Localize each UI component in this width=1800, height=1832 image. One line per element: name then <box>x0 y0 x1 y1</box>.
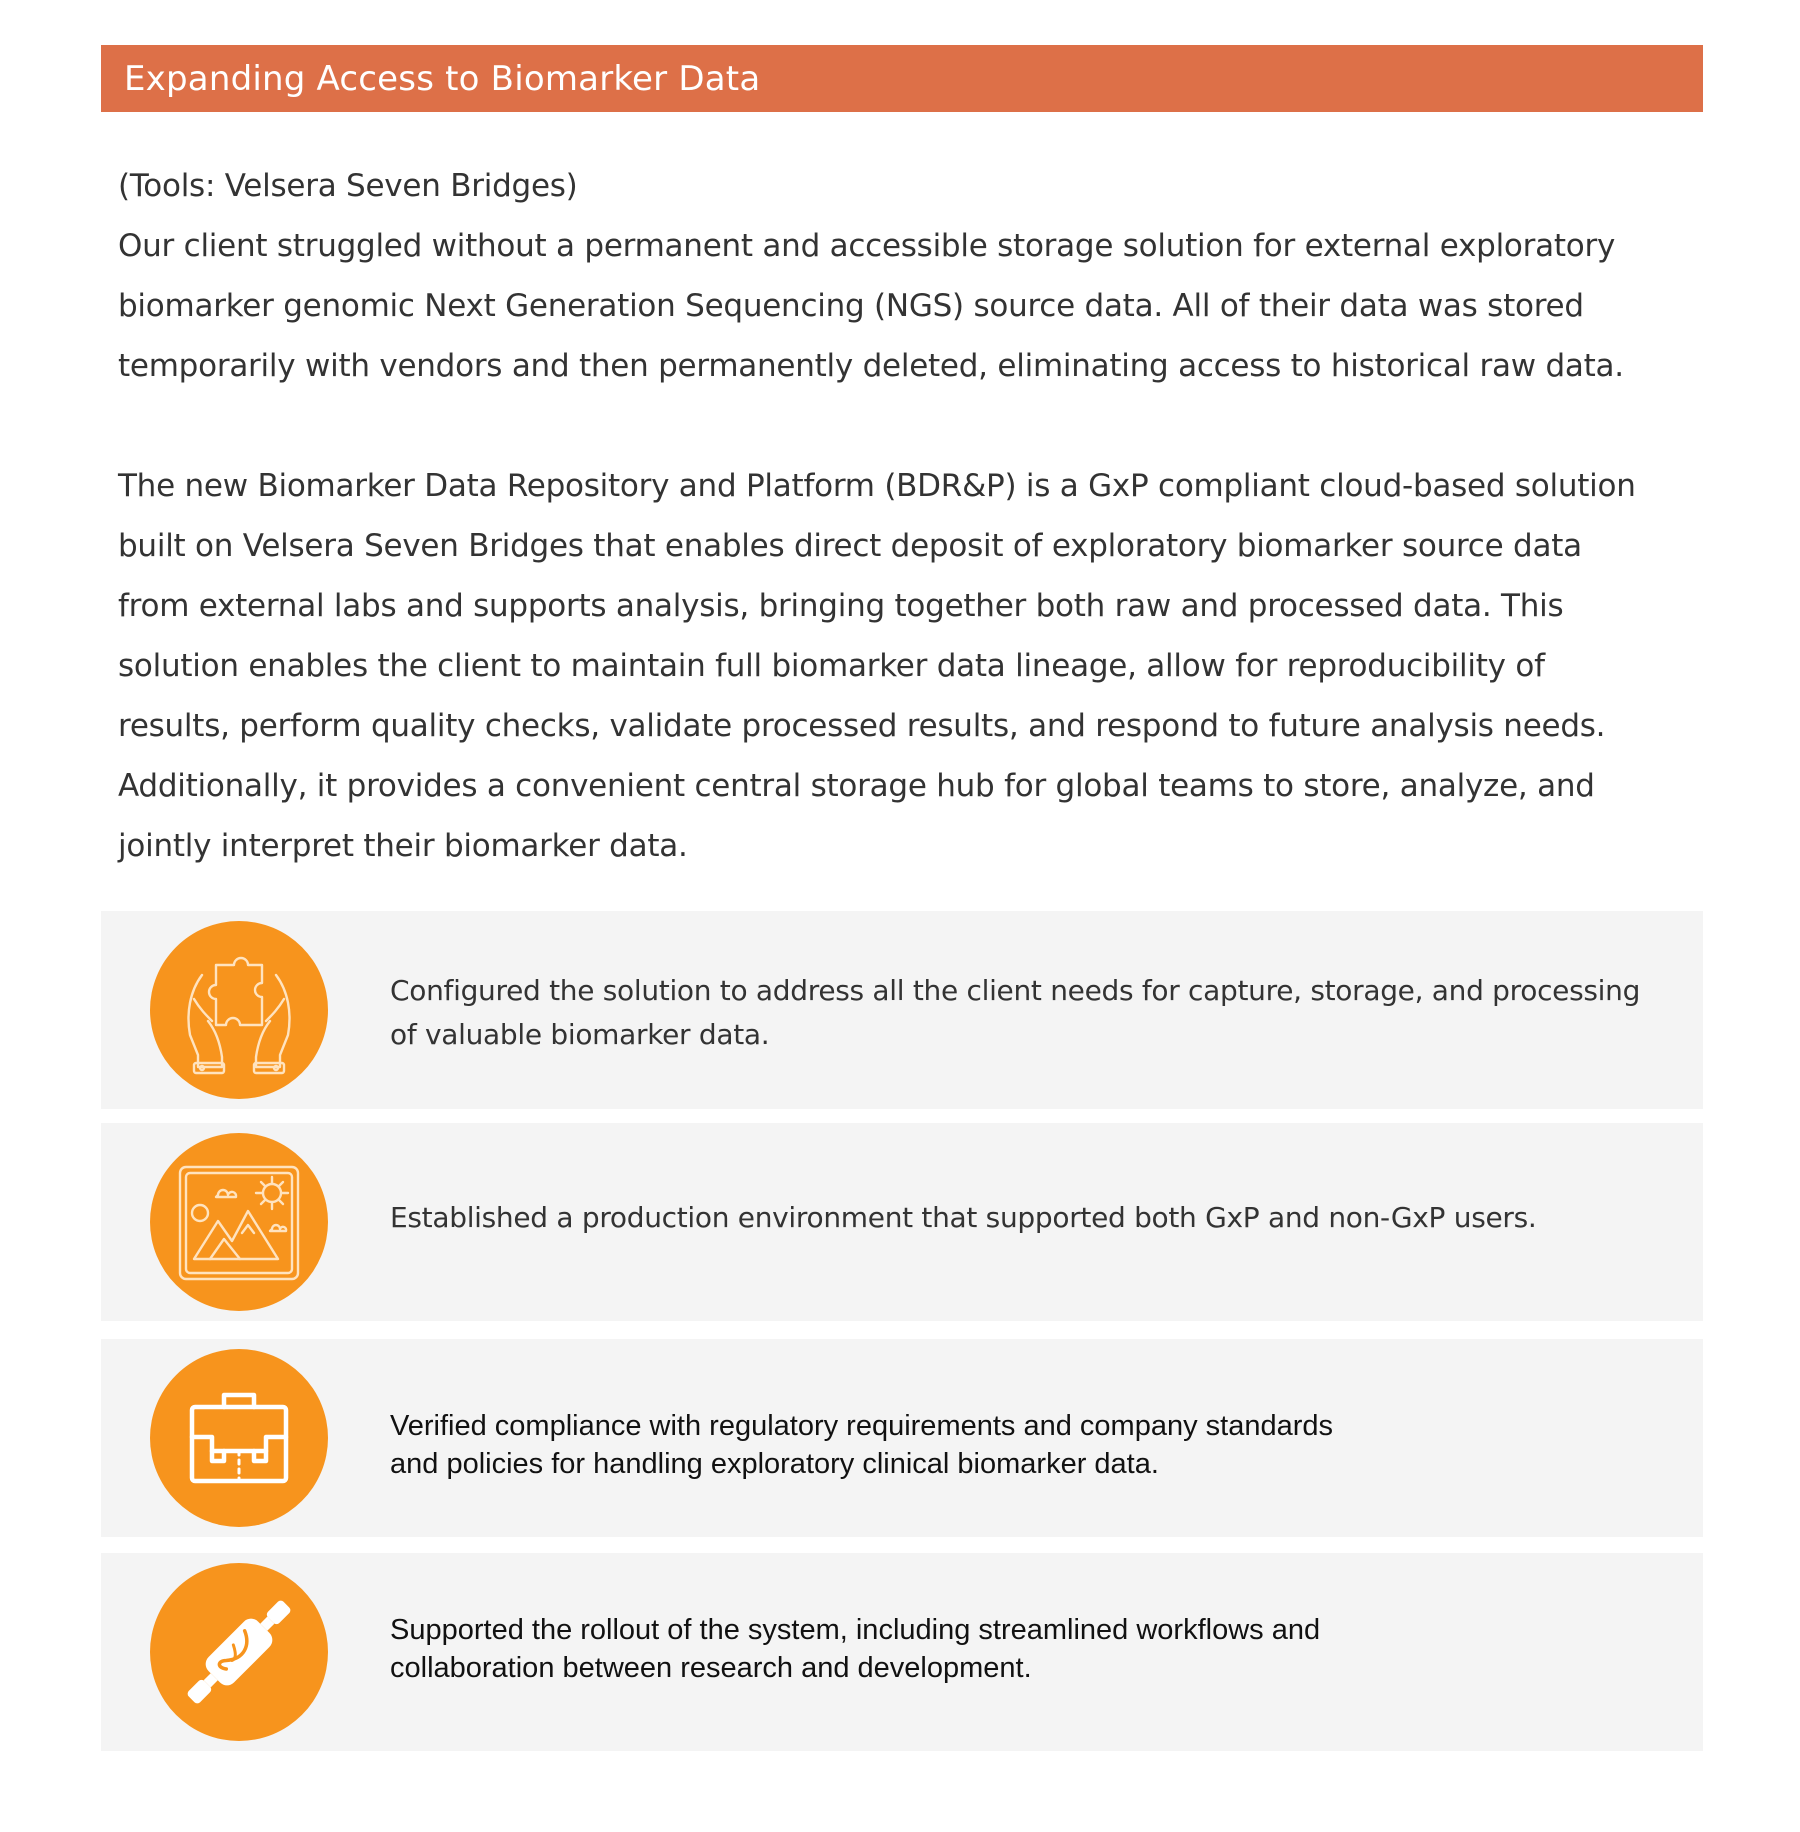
feature-text: Verified compliance with regulatory requirements and company standards and policies for handling exploratory clinical biomarker data. <box>390 1410 1333 1480</box>
feature-row <box>101 1339 1703 1537</box>
hands-puzzle-icon <box>150 921 328 1099</box>
icon-badge <box>150 921 328 1099</box>
intro-line: Our client struggled without a permanent and accessible storage solution for external exploratory <box>118 228 1616 264</box>
solution-line: solution enables the client to maintain full biomarker data lineage, allow for reproducibility of <box>118 648 1545 684</box>
solution-line: from external labs and supports analysis, bringing together both raw and processed data. This <box>118 588 1564 624</box>
solution-line: built on Velsera Seven Bridges that enables direct deposit of exploratory biomarker source data <box>118 528 1582 564</box>
briefcase-icon <box>150 1349 328 1527</box>
solution-line: Additionally, it provides a convenient central storage hub for global teams to store, analyze, and <box>118 768 1595 804</box>
feature-row <box>101 1123 1703 1321</box>
feature-row <box>101 911 1703 1109</box>
rolling-pin-icon <box>150 1563 328 1741</box>
landscape-gear-icon <box>150 1133 328 1311</box>
tools-line: (Tools: Velsera Seven Bridges) <box>118 168 578 204</box>
feature-row <box>101 1553 1703 1751</box>
intro-line: biomarker genomic Next Generation Sequencing (NGS) source data. All of their data was stored <box>118 288 1584 324</box>
feature-text: Configured the solution to address all the client needs for capture, storage, and processing of valuable biomarker data. <box>390 974 1641 1051</box>
icon-badge <box>150 1133 328 1311</box>
feature-text: Supported the rollout of the system, including streamlined workflows and collaboration between research and development. <box>390 1614 1321 1684</box>
section-title: Expanding Access to Biomarker Data <box>124 58 761 99</box>
intro-line: temporarily with vendors and then permanently deleted, eliminating access to historical raw data. <box>118 348 1624 384</box>
solution-paragraph <box>118 456 1708 876</box>
intro-paragraph <box>118 156 1708 396</box>
feature-text: Established a production environment that supported both GxP and non-GxP users. <box>390 1201 1537 1234</box>
solution-line: jointly interpret their biomarker data. <box>118 828 688 864</box>
solution-line: results, perform quality checks, validate processed results, and respond to future analysis needs. <box>118 708 1606 744</box>
icon-badge <box>150 1349 328 1527</box>
solution-line: The new Biomarker Data Repository and Platform (BDR&P) is a GxP compliant cloud-based solution <box>118 468 1636 504</box>
icon-badge <box>150 1563 328 1741</box>
section-header <box>101 45 1703 112</box>
